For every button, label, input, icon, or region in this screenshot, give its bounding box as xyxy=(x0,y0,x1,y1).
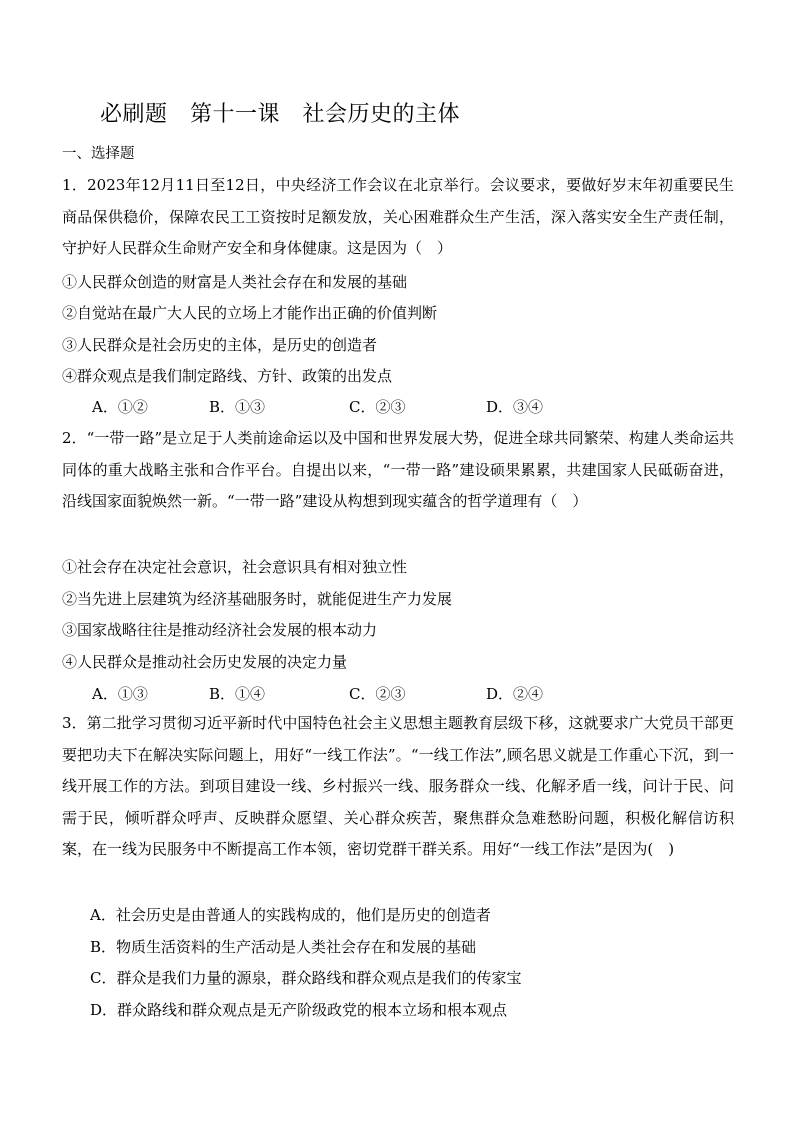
question-2-statement-3: ③国家战略往往是推动经济社会发展的根本动力 xyxy=(62,621,378,639)
question-1-option-c[interactable]: C．②③ xyxy=(349,398,406,416)
question-1-option-a[interactable]: A．①② xyxy=(92,398,148,416)
question-2-option-a[interactable]: A．①③ xyxy=(92,685,148,703)
question-2-statement-2: ②当先进上层建筑为经济基础服务时，就能促进生产力发展 xyxy=(62,590,453,608)
section-heading: 一、选择题 xyxy=(62,146,135,162)
question-2-options xyxy=(92,683,612,705)
question-2-option-b[interactable]: B．①④ xyxy=(209,685,266,703)
question-3-choice-c[interactable]: C．群众是我们力量的源泉，群众路线和群众观点是我们的传家宝 xyxy=(90,969,522,987)
page-title: 必刷题 第十一课 社会历史的主体 xyxy=(100,102,461,127)
question-2-statement-1: ①社会存在决定社会意识，社会意识具有相对独立性 xyxy=(62,558,408,576)
question-3-choice-d[interactable]: D．群众路线和群众观点是无产阶级政党的根本立场和根本观点 xyxy=(90,1001,508,1019)
question-2-option-c[interactable]: C．②③ xyxy=(349,685,406,703)
question-1-option-b[interactable]: B．①③ xyxy=(209,398,266,416)
question-1-options xyxy=(92,396,612,418)
question-1-statement-4: ④群众观点是我们制定路线、方针、政策的出发点 xyxy=(62,367,393,385)
question-3-stem: 3．第二批学习贯彻习近平新时代中国特色社会主义思想主题教育层级下移，这就要求广大党员干部更要把功夫下在解决实际问题上，用好“一线工作法”。“一线工作法”,顾名思义就是工作重心下沉，到一线开展工作的方法。到项目建设一线、乡村振兴一线、服务群众一线、化解矛盾一线，问计于民、问需于民，倾听群众呼声、反映群众愿望、关心群众疾苦，聚焦群众急难愁盼问题，积极化解信访积案，在一线为民服务中不断提高工作本领，密切党群干群关系。用好“一线工作法”是因为( ) xyxy=(62,714,734,858)
question-1-stem: 1．2023年12月11日至12日，中央经济工作会议在北京举行。会议要求，要做好岁末年初重要民生商品保供稳价，保障农民工工资按时足额发放，关心困难群众生产生活，深入落实安全生产责任制，守护好人民群众生命财产安全和身体健康。这是因为（ ） xyxy=(62,176,734,257)
question-1-statement-3: ③人民群众是社会历史的主体，是历史的创造者 xyxy=(62,336,378,354)
question-2-option-d[interactable]: D．②④ xyxy=(486,685,544,703)
question-1-option-d[interactable]: D．③④ xyxy=(486,398,544,416)
question-2-statement-4: ④人民群众是推动社会历史发展的决定力量 xyxy=(62,653,348,671)
question-1-statement-2: ②自觉站在最广大人民的立场上才能作出正确的价值判断 xyxy=(62,304,438,322)
question-3-choice-b[interactable]: B．物质生活资料的生产活动是人类社会存在和发展的基础 xyxy=(90,938,477,956)
question-2-stem: 2．“一带一路”是立足于人类前途命运以及中国和世界发展大势，促进全球共同繁荣、构建人类命运共同体的重大战略主张和合作平台。自提出以来，“一带一路”建设硕果累累，共建国家人民砥砺奋进，沿线国家面貌焕然一新。“一带一路”建设从构想到现实蕴含的哲学道理有（ ） xyxy=(62,429,734,510)
question-3-choice-a[interactable]: A．社会历史是由普通人的实践构成的，他们是历史的创造者 xyxy=(90,906,491,924)
question-1-statement-1: ①人民群众创造的财富是人类社会存在和发展的基础 xyxy=(62,273,408,291)
